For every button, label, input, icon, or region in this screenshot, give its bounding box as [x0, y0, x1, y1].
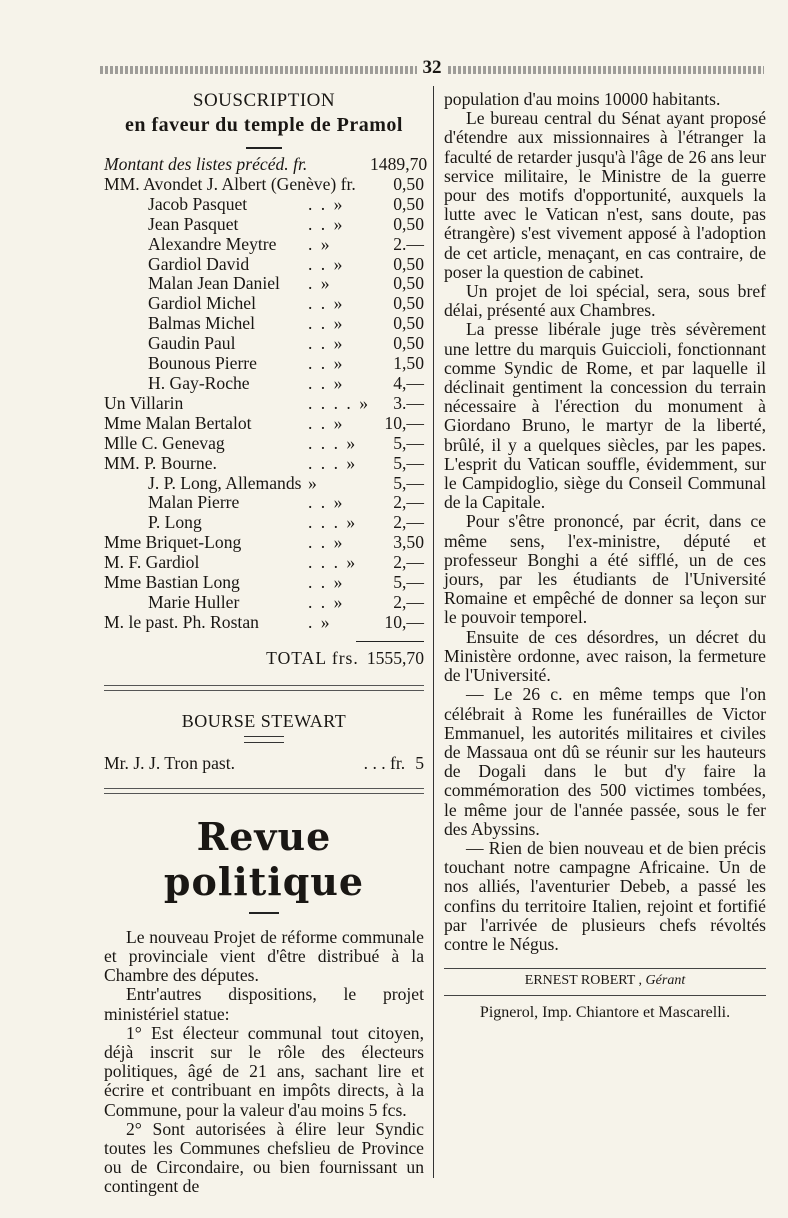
entry-dots: . »	[308, 611, 332, 632]
revue-body	[104, 928, 424, 1197]
entry-name: Mlle C. Genevag	[104, 432, 225, 453]
subscription-entry	[104, 394, 424, 414]
entry-name: Alexandre Meytre	[148, 233, 277, 254]
entry-name: M. le past. Ph. Rostan	[104, 611, 259, 632]
section-separator	[104, 685, 424, 691]
entry-name: Mme Malan Bertalot	[104, 412, 252, 433]
article-paragraph: La presse libérale juge très sévèrement une lettre du marquis Guiccioli, fonctionnant comme Syndic de Rome, et par laquelle il déclinait gentiment la concession du terrain nécessaire à l'érection du monument à Giordano Bruno, le martyr de la liberté, brûlé, il y a quelques siècles, par les papes. L'esprit du Vatican souffle, évidemment, sur le Campidoglio, siège du Conseil Communal de la Capitale.	[444, 319, 766, 513]
entry-amount: 5,—	[393, 572, 424, 593]
entry-amount: 0,50	[393, 213, 424, 234]
revue-paragraph: Entr'autres dispositions, le projet ministériel statue:	[104, 984, 424, 1024]
entry-name: J. P. Long, Allemands	[148, 472, 302, 493]
total-rule	[356, 641, 424, 642]
article-paragraph: — Le 26 c. en même temps que l'on célébrait à Rome les funérailles de Victor Emmanuel, les autorités militaires et civiles de Massaua ont dû se réunir sur les hauteurs de Dogali dans le but d'y faire la commémoration des 500 victimes tombées, le même jour de l'année passée, sous le fer des Abyssins.	[444, 684, 766, 839]
entry-dots: . . »	[308, 293, 345, 314]
entry-dots: . . . . »	[308, 392, 370, 413]
entry-name: Gaudin Paul	[148, 333, 236, 354]
entry-name: Gardiol David	[148, 253, 250, 274]
bourse-amount: 5	[415, 752, 424, 773]
entry-dots: . . »	[308, 213, 345, 234]
short-rule	[246, 147, 282, 149]
entry-name: Jean Pasquet	[148, 213, 239, 234]
subscription-entry	[104, 374, 424, 394]
entry-name: Malan Pierre	[148, 492, 240, 513]
section-separator	[104, 788, 424, 794]
revue-paragraph: 1° Est électeur communal tout citoyen, déjà inscrit sur le rôle des électeurs politiques, âgé de 21 ans, sachant lire et écrire et contribuant en impôts directs, à la Commune, pour la valeur d'au moins 5 fcs.	[104, 1022, 424, 1120]
subscription-entry	[104, 414, 424, 434]
subscription-entry	[104, 255, 424, 275]
entry-name: M. F. Gardiol	[104, 552, 200, 573]
entry-amount: 2,—	[393, 591, 424, 612]
subscription-entry	[104, 434, 424, 454]
entry-name: Marie Huller	[148, 591, 240, 612]
entry-dots: . . »	[308, 572, 345, 593]
subscription-entry	[104, 195, 424, 215]
subscription-entry	[104, 334, 424, 354]
right-column	[444, 90, 766, 1022]
entry-amount: 0,50	[393, 293, 424, 314]
signature-role: Gérant	[645, 973, 686, 989]
entry-amount: 0,50	[393, 193, 424, 214]
entry-amount: 2,—	[393, 552, 424, 573]
subscription-entry	[104, 294, 424, 314]
bourse-title: BOURSE STEWART	[181, 710, 347, 731]
entry-dots	[356, 175, 392, 195]
entry-dots: . . . »	[308, 512, 358, 533]
entry-dots: . »	[308, 273, 332, 294]
entry-name: P. Long	[148, 512, 202, 533]
left-column	[104, 90, 428, 1197]
entry-name: H. Gay-Roche	[148, 372, 250, 393]
subscription-entry	[104, 593, 424, 613]
article-paragraph: population d'au moins 10000 habitants.	[444, 89, 721, 109]
entry-name: Mme Bastian Long	[104, 572, 240, 593]
bourse-dots: . . . fr.	[363, 752, 406, 773]
signature-line	[444, 968, 766, 989]
revue-title: Revue politique	[163, 813, 365, 904]
subscription-entry	[104, 354, 424, 374]
entry-dots: »	[308, 472, 319, 493]
subscription-entry	[104, 474, 424, 494]
entry-name: Malan Jean Daniel	[148, 273, 280, 294]
bourse-donor: Mr. J. J. Tron past.	[104, 752, 236, 773]
entry-amount: 1,50	[393, 353, 424, 374]
souscription-subtitle: en faveur du temple de Pramol	[125, 114, 403, 136]
subscription-entry	[104, 274, 424, 294]
entry-name: Mme Briquet-Long	[104, 532, 242, 553]
entry-amount: 0,50	[393, 273, 424, 294]
entry-amount: 3,50	[393, 532, 424, 553]
article-paragraph: — Rien de bien nouveau et de bien précis touchant notre campagne Africaine. Un de nos alliés, l'aventurier Debeb, a passé les confins du territoire Italien, rejoint et fortifié par l'arrivée de plusieurs chefs révoltés contre le Négus.	[444, 837, 766, 954]
entry-dots: . . »	[308, 193, 345, 214]
entry-amount: 5,—	[393, 472, 424, 493]
article-paragraph: Pour s'être prononcé, par écrit, dans ce même sens, l'ex-ministre, député et professeur Bonghi a été sifflé, un de ces jours, par les étudiants de l'Université Romaine et empêché de donner sa leçon sur le pouvoir temporel.	[444, 511, 766, 628]
double-rule	[244, 736, 284, 743]
header-rule-left	[100, 66, 417, 74]
subscription-entry	[104, 454, 424, 474]
entry-amount: 0,50	[393, 253, 424, 274]
subscription-entry	[104, 235, 424, 255]
entry-amount: 2.—	[393, 233, 424, 254]
revue-paragraph: Le nouveau Projet de réforme communale et provinciale vient d'être distribué à la Chambre des députes.	[104, 926, 424, 986]
entry-dots: . . »	[308, 591, 345, 612]
subscription-list	[104, 154, 428, 633]
short-rule	[249, 912, 279, 914]
total-line	[104, 648, 424, 669]
entry-amount: 10,—	[384, 611, 424, 632]
entry-name: Bounous Pierre	[148, 353, 257, 374]
entry-amount: 4,—	[393, 372, 424, 393]
entry-name: Jacob Pasquet	[148, 193, 248, 214]
article-paragraph: Le bureau central du Sénat ayant proposé d'étendre aux missionnaires à l'étranger la faculté de retarder jusqu'à l'âge de 26 ans leur service militaire, le Ministre de la guerre pour des motifs d'opportunité, auxquels la lutte avec le Vatican n'est, sans doute, pas étrangère) s'est vivement apposé à l'adoption de cet article, menaçant, en cas contraire, de poser la question de cabinet.	[444, 108, 766, 282]
souscription-title: SOUSCRIPTION	[192, 90, 336, 111]
entry-dots: . . »	[308, 313, 345, 334]
entry-dots: . . . »	[308, 452, 358, 473]
entry-dots: . . »	[308, 412, 345, 433]
article-paragraph: Ensuite de ces désordres, un décret du Ministère ordonne, avec raison, la fermeture de l'Université.	[444, 626, 766, 686]
total-amount: 1555,70	[366, 647, 424, 668]
subscription-entry	[104, 154, 428, 175]
subscription-entry	[104, 314, 424, 334]
right-body	[444, 90, 766, 954]
entry-dots	[308, 155, 370, 175]
revue-paragraph: 2° Sont autorisées à élire leur Syndic toutes les Communes chefslieu de Province ou de Circondaire, ou bien fournissant un contingent de	[104, 1118, 424, 1197]
entry-amount: 0,50	[393, 173, 424, 194]
header-rule-right	[448, 66, 765, 74]
subscription-entry	[104, 553, 424, 573]
entry-dots: . . »	[308, 353, 345, 374]
entry-amount: 1489,70	[370, 154, 428, 174]
entry-name: Montant des listes précéd. fr.	[104, 154, 308, 174]
entry-dots: . . . »	[308, 432, 358, 453]
entry-dots: . . »	[308, 372, 345, 393]
entry-amount: 3.—	[393, 392, 424, 413]
entry-amount: 10,—	[384, 412, 424, 433]
entry-dots: . . »	[308, 492, 345, 513]
entry-name: Gardiol Michel	[148, 293, 256, 314]
page-header	[100, 58, 764, 78]
entry-amount: 0,50	[393, 313, 424, 334]
signature-name: ERNEST ROBERT ,	[524, 973, 643, 989]
imprint: Pignerol, Imp. Chiantore et Mascarelli.	[444, 995, 766, 1022]
entry-amount: 5,—	[393, 452, 424, 473]
subscription-entry	[104, 573, 424, 593]
entry-dots: . . »	[308, 333, 345, 354]
entry-dots: . . »	[308, 253, 345, 274]
entry-dots: . . . »	[308, 552, 358, 573]
entry-amount: 0,50	[393, 333, 424, 354]
entry-name: MM. Avondet J. Albert (Genève) fr.	[104, 173, 356, 194]
entry-dots: . . »	[308, 532, 345, 553]
subscription-entry	[104, 613, 424, 633]
article-paragraph: Un projet de loi spécial, sera, sous bref délai, présenté aux Chambres.	[444, 281, 766, 321]
subscription-entry	[104, 175, 424, 195]
entry-amount: 2,—	[393, 512, 424, 533]
subscription-entry	[104, 513, 424, 533]
entry-name: MM. P. Bourne.	[104, 452, 217, 473]
entry-amount: 5,—	[393, 432, 424, 453]
subscription-entry	[104, 493, 424, 513]
subscription-entry	[104, 533, 424, 553]
entry-amount: 2,—	[393, 492, 424, 513]
column-divider	[433, 86, 434, 1178]
bourse-line	[104, 753, 424, 774]
entry-dots: . »	[308, 233, 332, 254]
page-number: 32	[422, 57, 442, 78]
total-label: TOTAL frs.	[266, 647, 359, 668]
entry-name: Un Villarin	[104, 392, 184, 413]
subscription-entry	[104, 215, 424, 235]
entry-name: Balmas Michel	[148, 313, 256, 334]
